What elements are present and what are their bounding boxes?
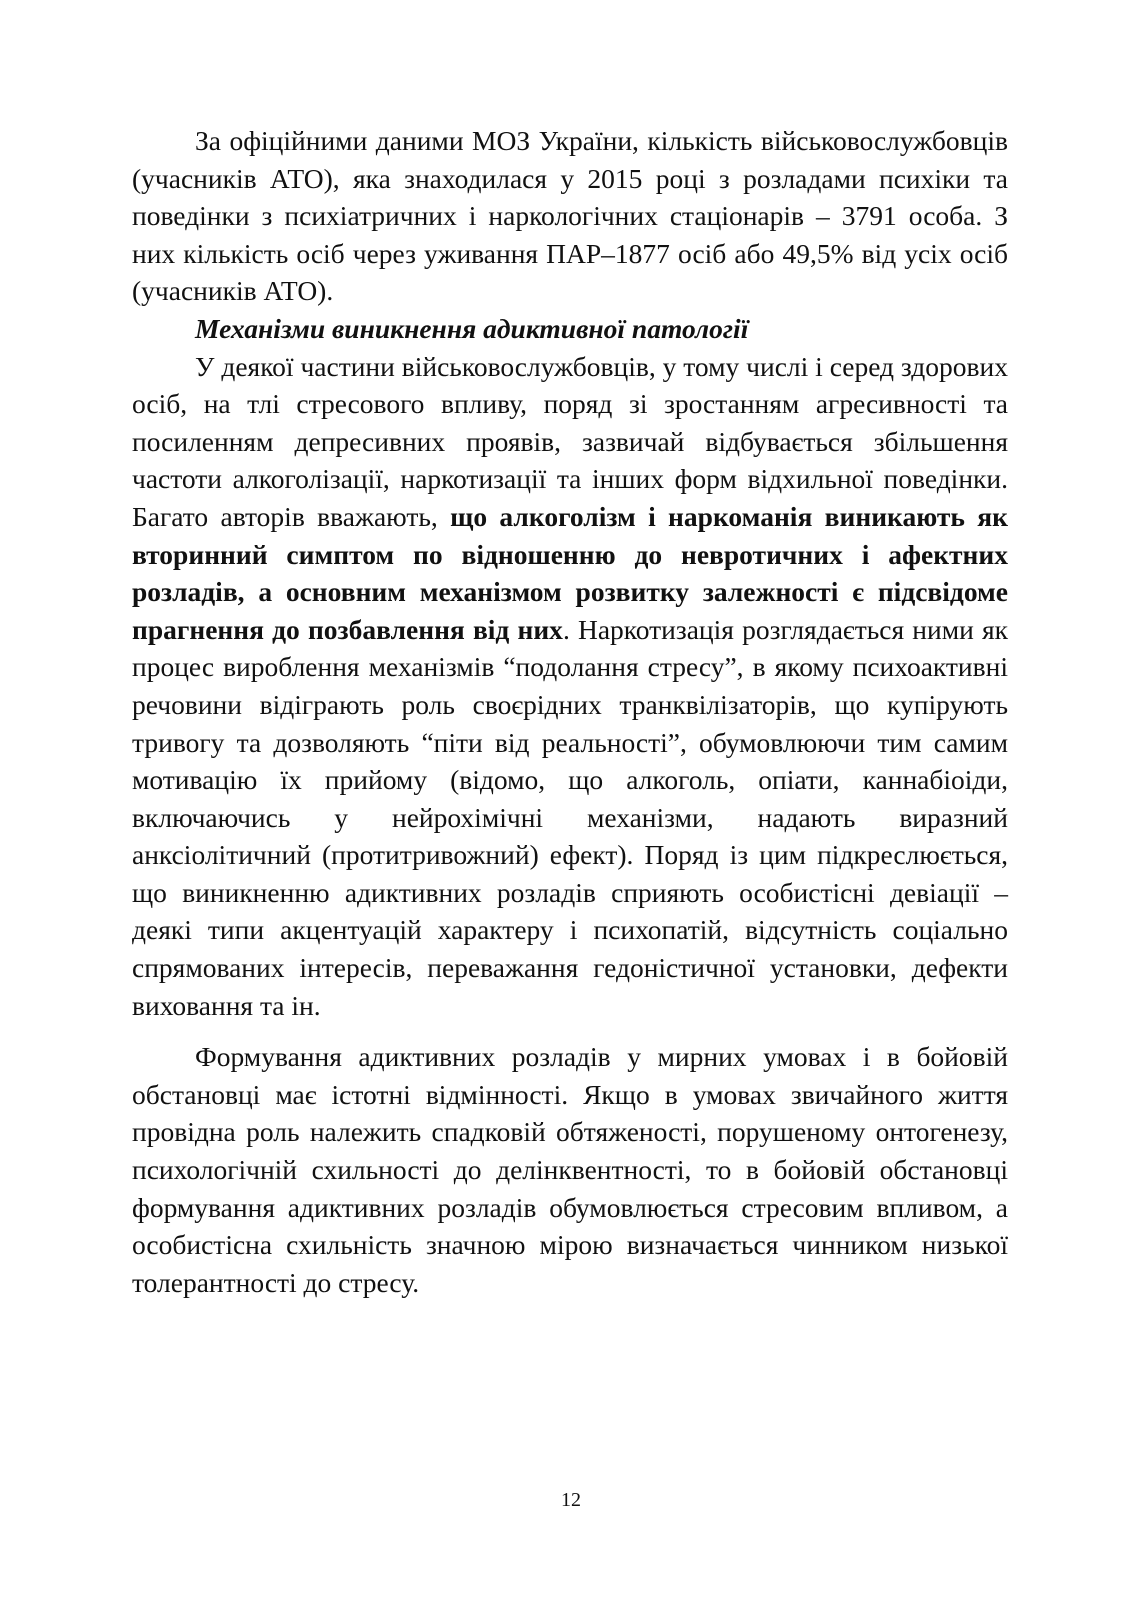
page-number: 12 — [561, 1489, 581, 1511]
section-heading: Механізми виникнення адиктивної патології — [195, 312, 749, 344]
paragraph-text: . Наркотизація розглядається ними як процес вироблення механізмів “подолання стресу”, в якому психоактивні речовини відіграють роль своєрідних транквілізаторів, що купірують тривогу та дозволяють “піти від реальності”, обумовлюючи тим самим мотивацію їх прийому (відомо, що алкоголь, опіати, каннабіоіди, включаючись у нейрохімічні механізми, надають виразний анксіолітичний (протитривожний) ефект). Поряд із цим підкреслюється, що виникненню адиктивних розладів сприяють особистісні девіації – деякі типи акцентуацій характеру і психопатій, відсутність соціально спрямованих інтересів, переважання гедоністичної установки, дефекти виховання та ін. — [132, 613, 1008, 1021]
paragraph-combat-conditions: Формування адиктивних розладів у мирних умовах і в бойовій обстановці має істотні відмінності. Якщо в умовах звичайного життя провідна роль належить спадковій обтяженості, порушеному онтогенезу, психологічній схильності до делінквентності, то в бойовій обстановці формування адиктивних розладів обумовлюється стресовим впливом, а особистісна схильність значною мірою визначається чинником низької толерантності до стресу. — [132, 1041, 1008, 1298]
paragraph-addiction-mechanisms — [132, 348, 1008, 1025]
emphasized-text: що алкоголізм і наркоманія виникають як вторинний симптом по відношенню до невротичних і афектних розладів, а основним механізмом розвитку залежності є підсвідоме прагнення до позбавлення від них — [132, 500, 1008, 645]
paragraph-text: У деякої частини військовослужбовців, у тому числі і серед здорових осіб, на тлі стресового впливу, поряд зі зростанням агресивності та посиленням депресивних проявів, зазвичай відбувається збільшення частоти алкоголізації, наркотизації та інших форм відхильної поведінки. Багато авторів вважають, — [132, 350, 1008, 532]
page-body — [132, 122, 1008, 1301]
paragraph-ato-statistics: За офіційними даними МОЗ України, кількість військовослужбовців (учасників АТО), яка знаходилася у 2015 році з розладами психіки та поведінки з психіатричних і наркологічних стаціонарів – 3791 особа. З них кількість осіб через уживання ПАР–1877 осіб або 49,5% від усіх осіб (учасників АТО). — [132, 125, 1008, 307]
